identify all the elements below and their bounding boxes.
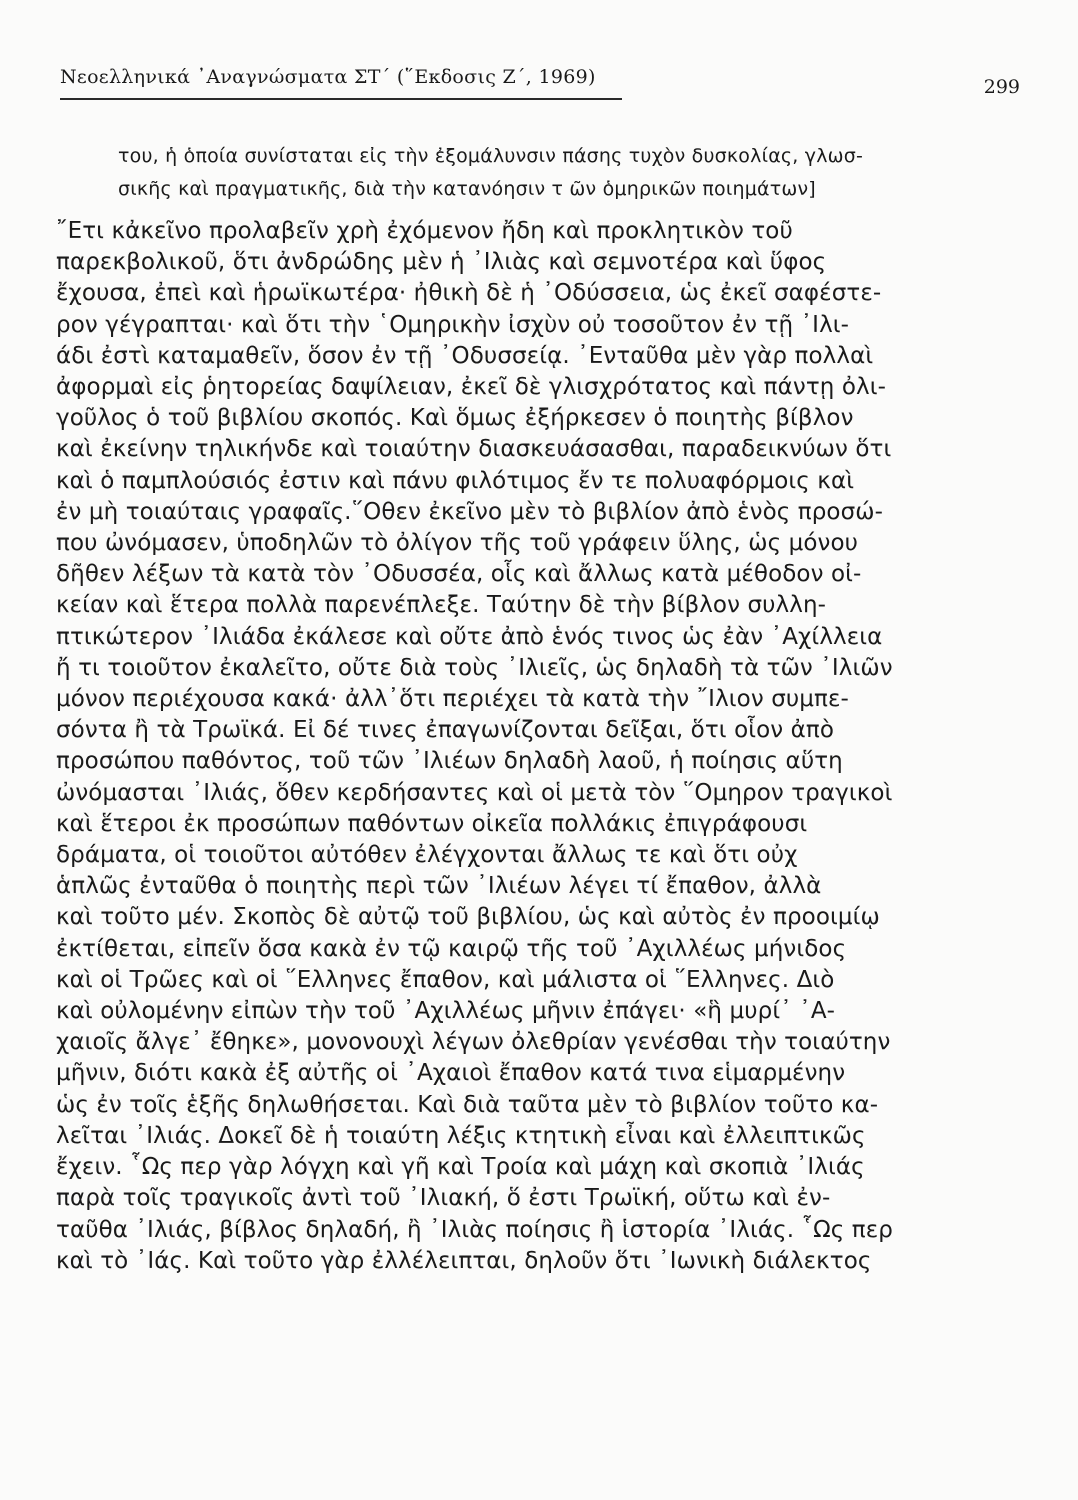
body-line: καὶ οὐλομένην εἰπὼν τὴν τοῦ ᾿Αχιλλέως μῆνιν ἐπάγει· «ἣ μυρί᾿ ᾿Α- xyxy=(56,998,836,1025)
body-line: ἐκτίθεται, εἰπεῖν ὅσα κακὰ ἐν τῷ καιρῷ τῆς τοῦ ᾿Αχιλλέως μήνιδος xyxy=(56,935,847,962)
body-line: λεῖται ᾿Ιλιάς. Δοκεῖ δὲ ἡ τοιαύτη λέξις κτητικὴ εἶναι καὶ ἐλλειπτικῶς xyxy=(56,1122,866,1149)
body-line: καὶ οἱ Τρῶες καὶ οἱ ῞Ελληνες ἔπαθον, καὶ μάλιστα οἱ ῞Ελληνες. Διὸ xyxy=(56,966,835,993)
body-line: πτικώτερον ᾿Ιλιάδα ἐκάλεσε καὶ οὔτε ἀπὸ ἑνός τινος ὡς ἐὰν ᾿Αχίλλεια xyxy=(56,623,883,650)
body-line: γοῦλος ὁ τοῦ βιβλίου σκοπός. Καὶ ὅμως ἐξήρκεσεν ὁ ποιητὴς βίβλον xyxy=(56,405,854,432)
body-line: μόνον περιέχουσα κακά· ἀλλ᾿ὅτι περιέχει τὰ κατὰ τὴν ῎Ιλιον συμπε- xyxy=(56,686,849,713)
header-rule xyxy=(60,98,622,100)
body-line: καὶ τοῦτο μέν. Σκοπὸς δὲ αὐτῷ τοῦ βιβλίου, ὡς καὶ αὐτὸς ἐν προοιμίῳ xyxy=(56,904,880,931)
footnote-line: του, ἡ ὁποία συνίσταται εἰς τὴν ἐξομάλυνσιν πάσης τυχὸν δυσκολίας, γλωσ- xyxy=(118,145,864,167)
body-text xyxy=(56,216,1056,1277)
body-line: ρον γέγραπται· καὶ ὅτι τὴν ῾Ομηρικὴν ἰσχὺν οὐ τοσοῦτον ἐν τῇ ᾿Ιλι- xyxy=(56,311,850,338)
body-line: ἤ τι τοιοῦτον ἐκαλεῖτο, οὔτε διὰ τοὺς ᾿Ιλιεῖς, ὡς δηλαδὴ τὰ τῶν ᾿Ιλιῶν xyxy=(56,654,893,681)
body-line: καὶ ἕτεροι ἐκ προσώπων παθόντων οἰκεῖα πολλάκις ἐπιγράφουσι xyxy=(56,810,808,837)
body-line: ἁπλῶς ἐνταῦθα ὁ ποιητὴς περὶ τῶν ᾿Ιλιέων λέγει τί ἔπαθον, ἀλλὰ xyxy=(56,873,822,900)
body-line: παρεκβολικοῦ, ὅτι ἀνδρώδης μὲν ἡ ᾿Ιλιὰς καὶ σεμνοτέρα καὶ ὕφος xyxy=(56,249,827,276)
body-line: καὶ ἐκείνην τηλικήνδε καὶ τοιαύτην διασκευάσασθαι, παραδεικνύων ὅτι xyxy=(56,436,892,463)
body-line: ὡς ἐν τοῖς ἑξῆς δηλωθήσεται. Καὶ διὰ ταῦτα μὲν τὸ βιβλίον τοῦτο κα- xyxy=(56,1091,879,1118)
body-line: καὶ ὁ παμπλούσιός ἐστιν καὶ πάνυ φιλότιμος ἔν τε πολυαφόρμοις καὶ xyxy=(56,467,855,494)
body-line: που ὠνόμασεν, ὑποδηλῶν τὸ ὀλίγον τῆς τοῦ γράφειν ὕλης, ὡς μόνου xyxy=(56,530,859,557)
body-line: παρὰ τοῖς τραγικοῖς ἀντὶ τοῦ ᾿Ιλιακή, ὅ ἐστι Τρωϊκή, οὕτω καὶ ἐν- xyxy=(56,1185,831,1212)
body-line: ταῦθα ᾿Ιλιάς, βίβλος δηλαδή, ἢ ᾿Ιλιὰς ποίησις ἢ ἱστορία ᾿Ιλιάς. ῟Ως περ xyxy=(56,1216,893,1243)
header-title: Νεοελληνικά ᾿Αναγνώσματα ΣΤ΄ (῞Εκδοσις Ζ΄, 1969) xyxy=(60,66,596,88)
body-line: δράματα, οἱ τοιοῦτοι αὐτόθεν ἐλέγχονται ἄλλως τε καὶ ὅτι οὐχ xyxy=(56,842,798,869)
body-line: ῎Ετι κἀκεῖνο προλαβεῖν χρὴ ἐχόμενον ἤδη καὶ προκλητικὸν τοῦ xyxy=(56,218,793,244)
body-line: κείαν καὶ ἕτερα πολλὰ παρενέπλεξε. Ταύτην δὲ τὴν βίβλον συλλη- xyxy=(56,592,827,619)
body-line: ἔχουσα, ἐπεὶ καὶ ἡρωϊκωτέρα· ἠθικὴ δὲ ἡ ᾿Οδύσσεια, ὡς ἐκεῖ σαφέστε- xyxy=(56,280,882,307)
body-line: καὶ τὸ ᾿Ιάς. Καὶ τοῦτο γὰρ ἐλλέλειπται, δηλοῦν ὅτι ᾿Ιωνικὴ διάλεκτος xyxy=(56,1247,872,1274)
footnote-block xyxy=(118,140,978,206)
body-line: άδι ἐστὶ καταμαθεῖν, ὅσον ἐν τῇ ᾿Οδυσσείᾳ. ᾿Ενταῦθα μὲν γὰρ πολλαὶ xyxy=(56,342,874,369)
body-line: ὠνόμασται ᾿Ιλιάς, ὅθεν κερδήσαντες καὶ οἱ μετὰ τὸν ῞Ομηρον τραγικοὶ xyxy=(56,779,893,806)
page-number: 299 xyxy=(983,76,1020,98)
body-line: ἔχειν. ῟Ως περ γὰρ λόγχη καὶ γῆ καὶ Τροία καὶ μάχη καὶ σκοπιὰ ᾿Ιλιάς xyxy=(56,1154,865,1181)
body-line: δῆθεν λέξων τὰ κατὰ τὸν ᾿Οδυσσέα, οἷς καὶ ἄλλως κατὰ μέθοδον οἰ- xyxy=(56,561,862,588)
body-line: χαιοῖς ἄλγε᾿ ἔθηκε», μονονουχὶ λέγων ὀλεθρίαν γενέσθαι τὴν τοιαύτην xyxy=(56,1029,891,1056)
running-header xyxy=(60,62,1020,102)
body-line: προσώπου παθόντος, τοῦ τῶν ᾿Ιλιέων δηλαδὴ λαοῦ, ἡ ποίησις αὕτη xyxy=(56,748,843,775)
footnote-line: σικῆς καὶ πραγματικῆς, διὰ τὴν κατανόησιν τ ῶν ὁμηρικῶν ποιημάτων] xyxy=(118,178,816,200)
body-line: ἀφορμαὶ εἰς ῥητορείας δαψίλειαν, ἐκεῖ δὲ γλισχρότατος καὶ πάντῃ ὀλι- xyxy=(56,374,887,401)
body-line: ἐν μὴ τοιαύταις γραφαῖς.῞Οθεν ἐκεῖνο μὲν τὸ βιβλίον ἀπὸ ἑνὸς προσώ- xyxy=(56,498,884,525)
body-line: σόντα ἢ τὰ Τρωϊκά. Εἰ δέ τινες ἐπαγωνίζονται δεῖξαι, ὅτι οἷον ἀπὸ xyxy=(56,717,835,744)
body-line: μῆνιν, διότι κακὰ ἐξ αὐτῆς οἱ ᾿Αχαιοὶ ἔπαθον κατά τινα εἱμαρμένην xyxy=(56,1060,846,1087)
